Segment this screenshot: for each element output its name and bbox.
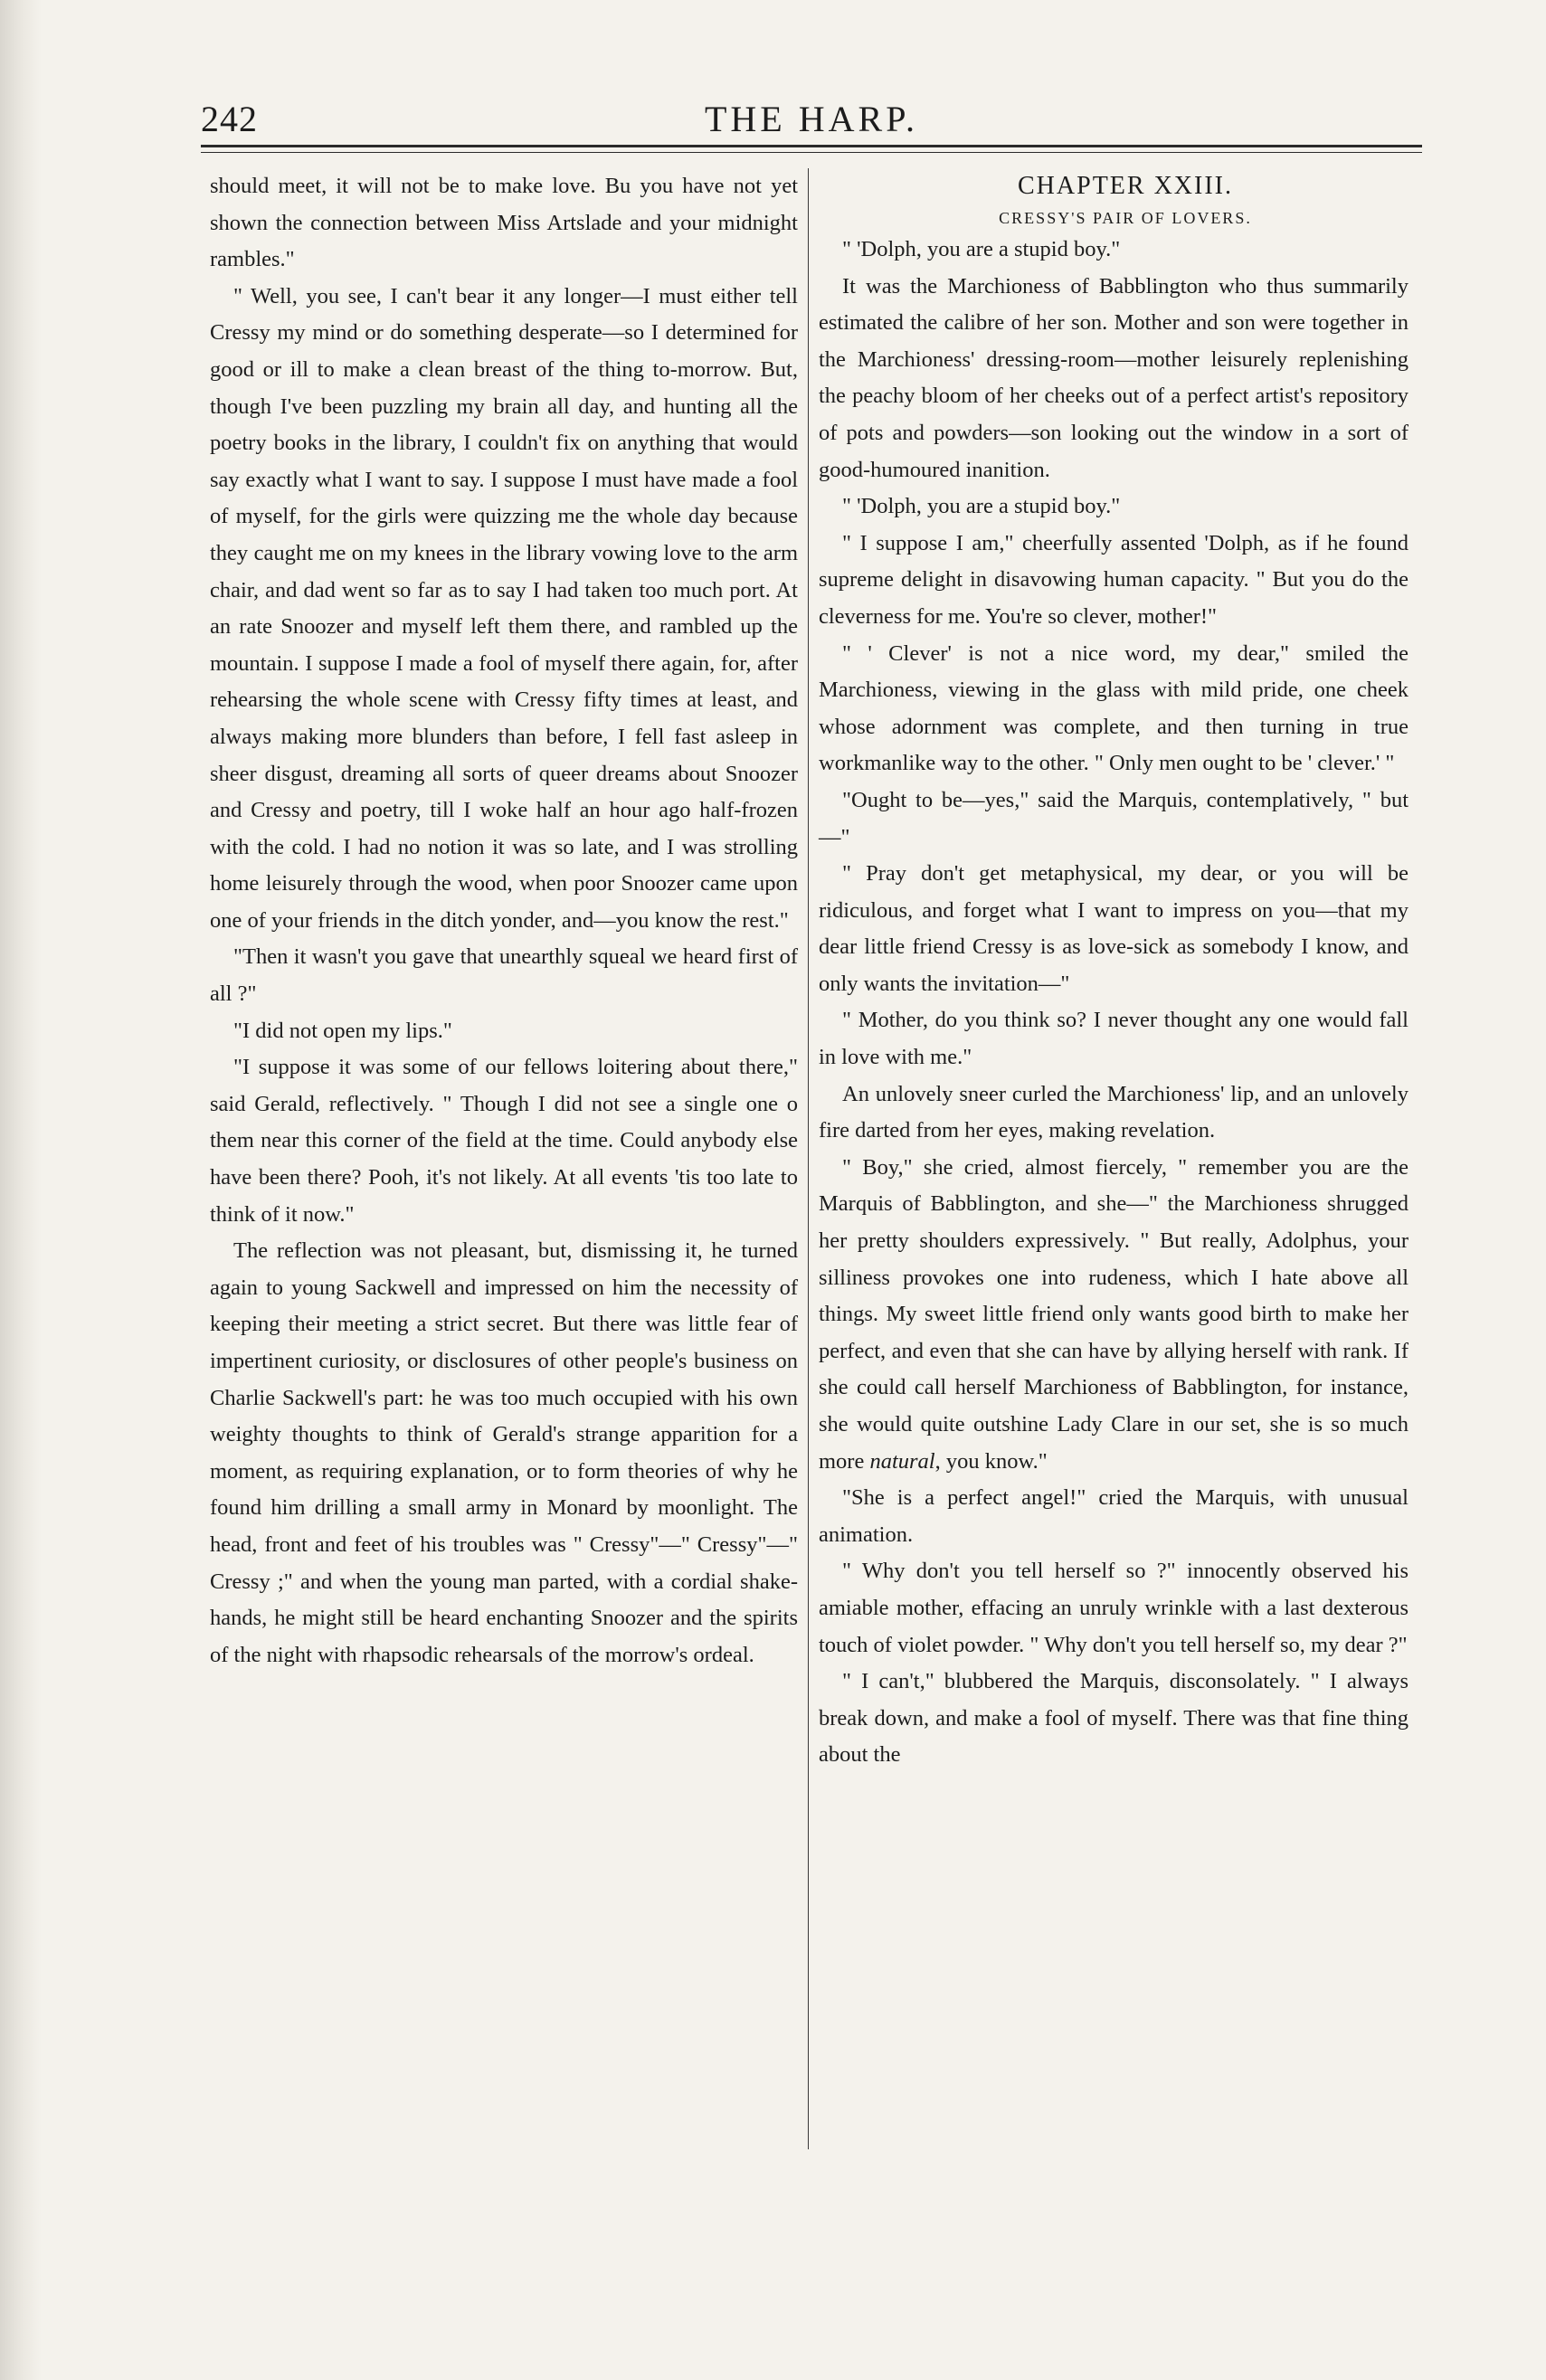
page-number: 242 xyxy=(201,99,258,139)
paragraph: " I can't," blubbered the Marquis, disconsolately. " I always break down, and make a fool of myself. There was that fine thing about the xyxy=(819,1669,1408,1768)
paragraph: " 'Dolph, you are a stupid boy." xyxy=(842,494,1121,519)
paragraph: " Why don't you tell herself so ?" innocently observed his amiable mother, effacing an unruly wrinkle with a last dexterous touch of violet powder. " Why don't you tell herself so, my dear ?" xyxy=(819,1559,1408,1657)
paragraph: " Well, you see, I can't bear it any longer—I must either tell Cressy my mind or do something desperate—so I determined for good or ill to make a clean breast of the thing to-morrow. But, though I've been puzzling my brain all day, and hunting all the poetry books in the library, I couldn't fix on anything that would say exactly what I want to say. I suppose I must have made a fool of myself, for the girls were quizzing me the whole day because they caught me on my knees in the library vowing love to the arm chair, and dad went so far as to say I had taken too much port. At an rate Snoozer and myself left them there, and rambled up the mountain. I suppose I made a fool of myself there again, for, after rehearsing the whole scene with Cressy fifty times at least, and always making more blunders than before, I fell fast asleep in sheer disgust, dreaming all sorts of queer dreams about Snoozer and Cressy and poetry, till I woke half an hour ago half-frozen with the cold. I had no notion it was so late, and I was strolling home leisurely through the wood, when poor Snoozer came upon one of your friends in the ditch yonder, and—you know the rest." xyxy=(210,283,798,933)
paragraph: An unlovely sneer curled the Marchioness' lip, and an unlovely fire darted from her eyes, making revelation. xyxy=(819,1081,1408,1143)
paragraph-tail: , you know." xyxy=(934,1448,1048,1474)
paragraph: "I did not open my lips." xyxy=(233,1018,452,1043)
page-edge-shadow xyxy=(0,0,42,2380)
paragraph: " 'Dolph, you are a stupid boy." xyxy=(842,237,1121,261)
page-header xyxy=(201,98,1422,152)
paragraph: "She is a perfect angel!" cried the Marquis, with unusual animation. xyxy=(819,1485,1408,1547)
left-column xyxy=(210,168,798,1674)
header-rule-thin xyxy=(201,152,1422,153)
paragraph: "Ought to be—yes," said the Marquis, contemplatively, " but—" xyxy=(819,787,1408,849)
paragraph-with-italic xyxy=(819,1150,1408,1480)
paragraph: " ' Clever' is not a nice word, my dear," smiled the Marchioness, viewing in the glass with mild pride, one cheek whose adornment was complete, and then turning in true workmanlike way to the other. " Only men ought to be ' clever.' " xyxy=(819,640,1408,776)
paragraph: should meet, it will not be to make love. Bu you have not yet shown the connection between Miss Artslade and your midnight rambles." xyxy=(210,174,798,272)
paragraph: It was the Marchioness of Babblington who thus summarily estimated the calibre of her son. Mother and son were together in the Marchioness' dressing-room—mother leisurely replenishing the peachy bloom of her cheeks out of a perfect artist's repository of pots and powders—son looking out the window in a sort of good-humoured inanition. xyxy=(819,273,1408,482)
paragraph: "I suppose it was some of our fellows loitering about there," said Gerald, reflectively. " Though I did not see a single one o them near this corner of the field at the time. Could anybody else have been there? Pooh, it's not likely. At all events 'tis too late to think of it now." xyxy=(210,1055,798,1227)
header-rule-thick xyxy=(201,145,1422,147)
chapter-title: CHAPTER XXIII. xyxy=(1018,172,1233,200)
paragraph: The reflection was not pleasant, but, dismissing it, he turned again to young Sackwell and impressed on him the necessity of keeping their meeting a strict secret. But there was little fear of impertinent curiosity, or disclosures of other people's business on Charlie Sackwell's part: he was too much occupied with his own weighty thoughts to think of Gerald's strange apparition for a moment, as requiring explanation, or to form theories of why he found him drilling a small army in Monard by moonlight. The head, front and feet of his troubles was " Cressy"—" Cressy"—" Cressy ;" and when the young man parted, with a cordial shake-hands, he might still be heard enchanting Snoozer and the spirits of the night with rhapsodic rehearsals of the morrow's ordeal. xyxy=(210,1238,798,1667)
running-title: THE HARP. xyxy=(704,99,919,139)
chapter-subtitle: CRESSY'S PAIR OF LOVERS. xyxy=(999,209,1252,227)
italic-word: natural xyxy=(869,1448,935,1474)
paragraph: " Pray don't get metaphysical, my dear, or you will be ridiculous, and forget what I want to impress on you—that my dear little friend Cressy is as love-sick as somebody I know, and only wants the invitation—" xyxy=(819,861,1408,996)
paragraph: " I suppose I am," cheerfully assented 'Dolph, as if he found supreme delight in disavowing human capacity. " But you do the cleverness for me. You're so clever, mother!" xyxy=(819,530,1408,629)
paragraph: "Then it wasn't you gave that unearthly squeal we heard first of all ?" xyxy=(210,944,798,1007)
paragraph: " Mother, do you think so? I never thought any one would fall in love with me." xyxy=(819,1008,1408,1070)
paragraph-text: " Boy," she cried, almost fiercely, " remember you are the Marquis of Babblington, and she—" the Marchioness shrugged her pretty shoulders expressively. " But really, Adolphus, your silliness provokes one into rudeness, which I hate above all things. My sweet little friend only wants good birth to make her perfect, and even that she can have by allying herself with rank. If she could call herself Marchioness of Babblington, for instance, she would quite outshine Lady Clare in our set, she is so much more xyxy=(819,1154,1408,1474)
right-column xyxy=(819,168,1408,1774)
column-divider xyxy=(808,168,809,2149)
